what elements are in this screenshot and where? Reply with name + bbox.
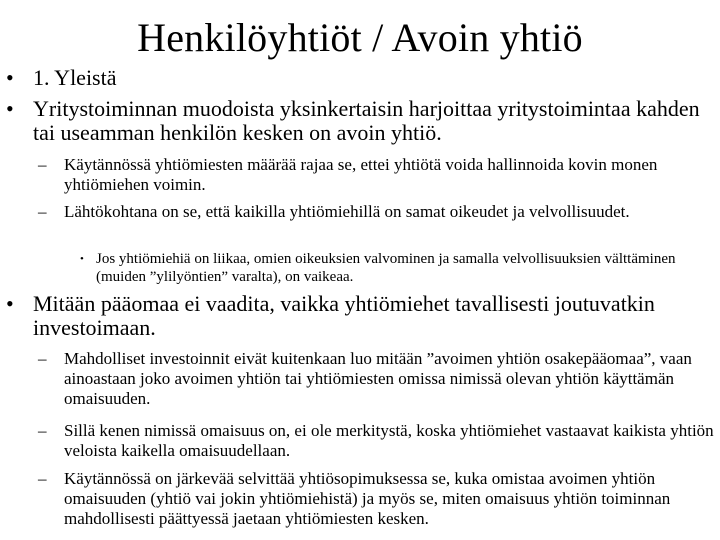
sub-sub-bullet-text: Jos yhtiömiehiä on liikaa, omien oikeuksien valvominen ja samalla velvollisuuksien välttäminen (muiden ”ylilyöntien” varalta), on vaikeaa. xyxy=(96,251,676,285)
sub-bullet-text: Mahdolliset investoinnit eivät kuitenkaan luo mitään ”avoimen yhtiön osakepääomaa”, vaan ainoastaan joko avoimen yhtiön tai yhtiömiesten omissa nimissä olevan yhtiön käyttämän omaisuuden. xyxy=(64,349,692,408)
bullet-item xyxy=(6,291,718,340)
bullet-dot: • xyxy=(6,96,14,121)
sub-bullet-item xyxy=(38,349,714,409)
bullet-dash: – xyxy=(38,469,47,488)
bullet-dash: – xyxy=(38,155,47,174)
bullet-dot-small: • xyxy=(80,253,84,265)
bullet-item xyxy=(6,96,718,145)
sub-bullet-item xyxy=(38,469,714,529)
sub-bullet-text: Käytännössä yhtiömiesten määrää rajaa se, ettei yhtiötä voida hallinnoida kovin monen yhtiömiehen voimin. xyxy=(64,155,658,194)
sub-bullet-text: Lähtökohtana on se, että kaikilla yhtiömiehillä on samat oikeudet ja velvollisuudet. xyxy=(64,202,630,221)
sub-bullet-text: Sillä kenen nimissä omaisuus on, ei ole merkitystä, koska yhtiömiehet vastaavat kaikista yhtiön veloista kaikella omaisuudellaan. xyxy=(64,421,714,460)
sub-bullet-text: Käytännössä on järkevää selvittää yhtiösopimuksessa se, kuka omistaa avoimen yhtiön omaisuuden (yhtiö vai jokin yhtiömiehistä) ja myös se, miten omaisuus yhtiön toiminnan mahdollisesti päättyessä jaetaan yhtiömiesten kesken. xyxy=(64,469,671,528)
bullet-dot: • xyxy=(6,291,14,316)
bullet-text: Yritystoiminnan muodoista yksinkertaisin harjoittaa yritystoimintaa kahden tai useamman henkilön kesken on avoin yhtiö. xyxy=(33,96,700,145)
bullet-dot: • xyxy=(6,65,14,90)
sub-bullet-item xyxy=(38,202,714,222)
bullet-text: Mitään pääomaa ei vaadita, vaikka yhtiömiehet tavallisesti joutuvatkin investoimaan. xyxy=(33,291,655,340)
bullet-item xyxy=(6,65,718,90)
sub-sub-bullet-item xyxy=(80,250,716,286)
bullet-dash: – xyxy=(38,202,47,221)
sub-bullet-item xyxy=(38,421,714,461)
sub-bullet-item xyxy=(38,155,714,195)
bullet-dash: – xyxy=(38,349,47,368)
slide-title: Henkilöyhtiöt / Avoin yhtiö xyxy=(137,15,583,60)
bullet-text: 1. Yleistä xyxy=(33,65,117,90)
bullet-dash: – xyxy=(38,421,47,440)
